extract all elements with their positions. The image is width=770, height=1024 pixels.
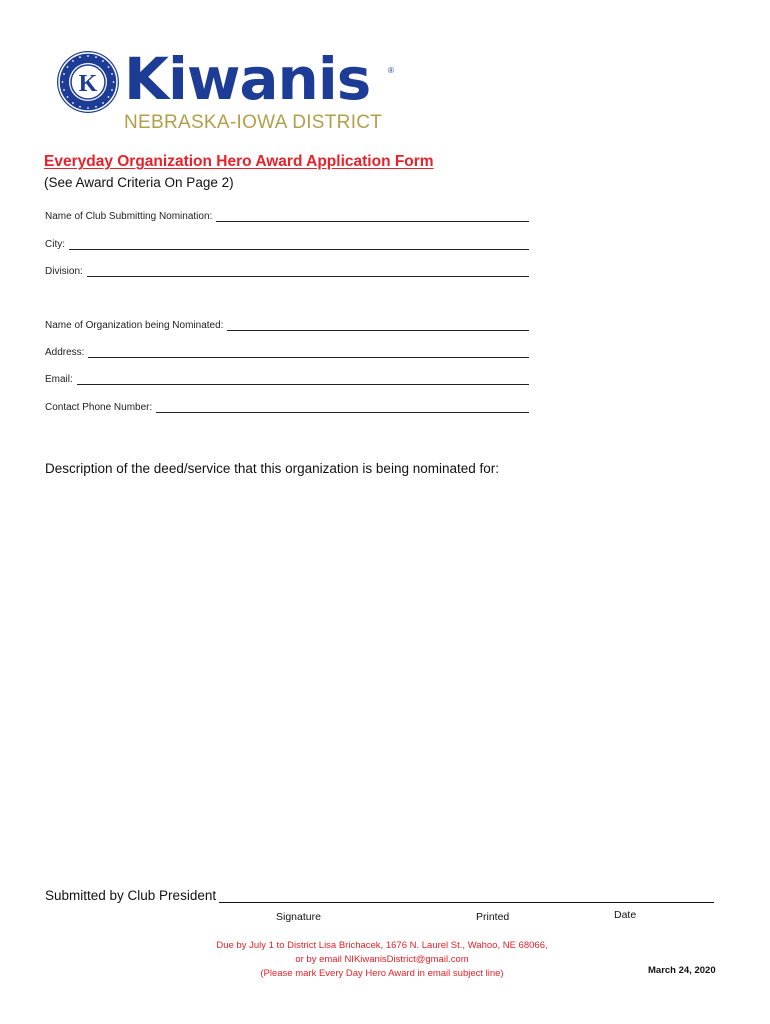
organization-name-field[interactable] <box>45 317 529 331</box>
phone-line[interactable] <box>156 401 529 413</box>
address-field[interactable] <box>45 344 529 358</box>
division-field[interactable] <box>45 263 529 277</box>
phone-field[interactable] <box>45 399 529 413</box>
date-caption: Date <box>614 909 637 921</box>
submitted-by-label: Submitted by Club President <box>45 888 217 903</box>
club-name-field[interactable] <box>45 208 529 222</box>
kiwanis-seal-logo <box>56 50 120 114</box>
address-label: Address: <box>45 347 88 358</box>
due-notice-line-3: (Please mark Every Day Hero Award in email subject line) <box>260 968 504 979</box>
submitted-by-field[interactable] <box>45 888 714 903</box>
form-subtitle: (See Award Criteria On Page 2) <box>44 175 234 190</box>
submitted-by-line[interactable] <box>219 888 714 903</box>
description-area[interactable] <box>45 485 714 875</box>
trademark-symbol: ® <box>388 66 394 75</box>
email-line[interactable] <box>77 373 529 385</box>
division-label: Division: <box>45 266 86 277</box>
address-line[interactable] <box>88 346 529 358</box>
revision-date: March 24, 2020 <box>648 965 716 976</box>
kiwanis-wordmark: Kiwanis <box>124 45 371 113</box>
organization-name-label: Name of Organization being Nominated: <box>45 320 227 331</box>
email-label: Email: <box>45 374 76 385</box>
due-notice-line-1: Due by July 1 to District Lisa Brichacek, 1676 N. Laurel St., Wahoo, NE 68066, <box>216 940 548 951</box>
city-label: City: <box>45 239 68 250</box>
form-title: Everyday Organization Hero Award Application Form <box>44 153 434 170</box>
club-name-label: Name of Club Submitting Nomination: <box>45 211 216 222</box>
club-name-line[interactable] <box>216 210 529 222</box>
due-notice-line-2: or by email NIKiwanisDistrict@gmail.com <box>295 954 469 965</box>
phone-label: Contact Phone Number: <box>45 402 156 413</box>
division-line[interactable] <box>87 265 529 277</box>
signature-caption: Signature <box>276 911 321 923</box>
due-notice <box>180 939 584 981</box>
city-line[interactable] <box>69 238 529 250</box>
organization-name-line[interactable] <box>227 319 529 331</box>
city-field[interactable] <box>45 236 529 250</box>
email-field[interactable] <box>45 371 529 385</box>
district-name: NEBRASKA-IOWA DISTRICT <box>124 112 383 133</box>
seal-letter: K <box>78 71 98 97</box>
printed-caption: Printed <box>476 911 510 923</box>
description-label: Description of the deed/service that this organization is being nominated for: <box>45 461 500 476</box>
